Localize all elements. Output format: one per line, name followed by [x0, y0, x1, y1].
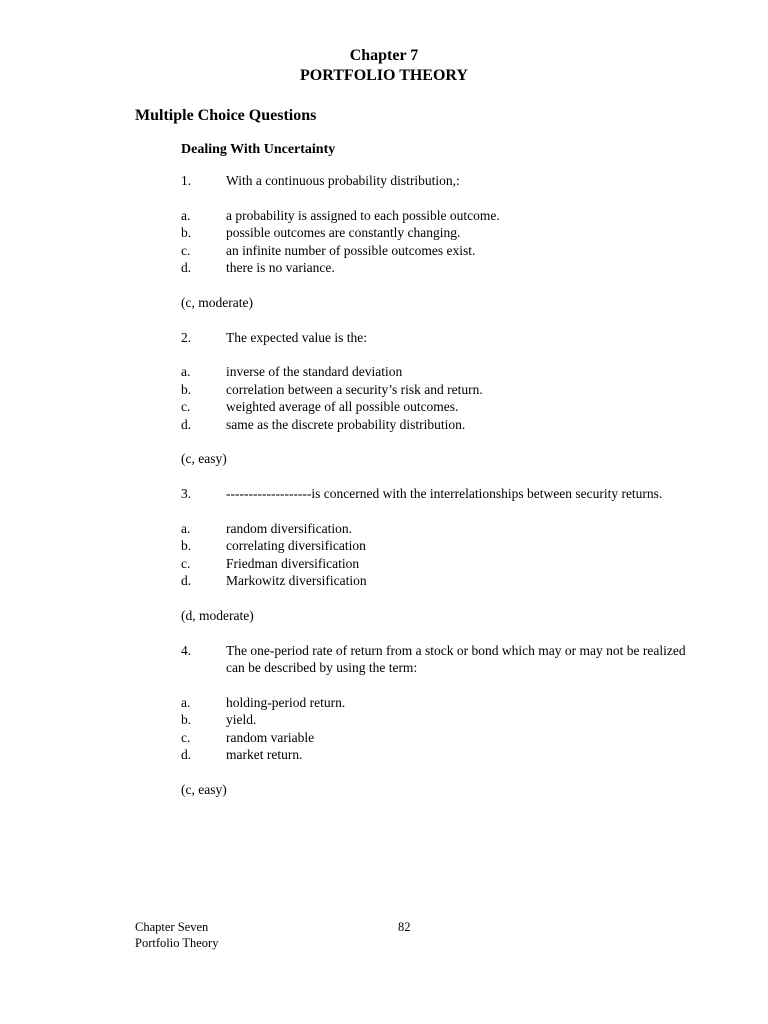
option-letter: c.: [181, 729, 191, 745]
question-block-4: [181, 642, 701, 799]
question-text: -------------------is concerned with the interrelationships between security returns.: [226, 486, 663, 502]
option-c: [181, 398, 701, 415]
option-b: [181, 381, 701, 398]
option-c: [181, 242, 701, 259]
question-3: [181, 485, 701, 502]
section-heading: Dealing With Uncertainty: [181, 142, 336, 157]
option-text: possible outcomes are constantly changing.: [226, 225, 461, 241]
option-list: [181, 363, 701, 433]
answer-key: (d, moderate): [181, 608, 254, 624]
option-letter: c.: [181, 242, 191, 258]
option-text: Markowitz diversification: [226, 573, 367, 589]
option-a: [181, 694, 701, 711]
question-block-1: [181, 172, 701, 311]
option-letter: d.: [181, 573, 192, 589]
option-c: [181, 555, 701, 572]
option-letter: a.: [181, 364, 191, 380]
question-text: With a continuous probability distribution,:: [226, 173, 460, 188]
option-a: [181, 363, 701, 380]
option-text: holding-period return.: [226, 695, 346, 711]
question-number: 2.: [181, 329, 192, 345]
question-1: [181, 172, 701, 189]
option-b: [181, 537, 701, 554]
answer-key: (c, easy): [181, 782, 227, 798]
option-d: [181, 572, 701, 589]
option-a: [181, 520, 701, 537]
option-letter: a.: [181, 695, 191, 711]
option-text: there is no variance.: [226, 260, 335, 276]
question-number: 3.: [181, 486, 192, 502]
option-letter: b.: [181, 538, 192, 554]
option-letter: b.: [181, 381, 192, 397]
footer-title-line: Portfolio Theory: [135, 936, 219, 950]
option-c: [181, 729, 701, 746]
question-text: The one-period rate of return from a stock or bond which may or may not be realized can be described by using the term:: [226, 642, 686, 676]
option-text: correlating diversification: [226, 538, 366, 554]
question-2: [181, 329, 701, 346]
option-text: same as the discrete probability distribution.: [226, 416, 466, 432]
option-letter: b.: [181, 712, 192, 728]
option-text: random variable: [226, 729, 315, 745]
option-list: [181, 520, 701, 590]
option-letter: c.: [181, 555, 191, 571]
question-text: The expected value is the:: [226, 329, 367, 345]
option-letter: a.: [181, 207, 191, 223]
option-list: [181, 694, 701, 764]
option-letter: b.: [181, 225, 192, 241]
question-4: [181, 642, 701, 677]
option-text: weighted average of all possible outcomes.: [226, 399, 459, 415]
answer-key: (c, moderate): [181, 294, 253, 310]
option-letter: d.: [181, 260, 192, 276]
option-b: [181, 711, 701, 728]
option-text: market return.: [226, 747, 303, 763]
mcq-heading: Multiple Choice Questions: [135, 107, 317, 124]
answer-key: (c, easy): [181, 451, 227, 467]
option-b: [181, 224, 701, 241]
option-letter: c.: [181, 399, 191, 415]
option-a: [181, 207, 701, 224]
option-text: a probability is assigned to each possible outcome.: [226, 207, 500, 223]
footer-chapter-info: [135, 919, 218, 951]
page-number: 82: [398, 920, 411, 934]
option-list: [181, 207, 701, 277]
question-block-3: [181, 485, 701, 624]
option-text: random diversification.: [226, 521, 352, 537]
question-number: 1.: [181, 173, 192, 188]
footer-chapter-line: Chapter Seven: [135, 920, 209, 934]
option-d: [181, 416, 701, 433]
option-d: [181, 259, 701, 276]
option-letter: d.: [181, 747, 192, 763]
chapter-number: Chapter 7: [349, 47, 419, 64]
question-number: 4.: [181, 642, 192, 658]
chapter-title: PORTFOLIO THEORY: [300, 67, 468, 84]
option-letter: d.: [181, 416, 192, 432]
option-text: yield.: [226, 712, 257, 728]
option-text: inverse of the standard deviation: [226, 364, 403, 380]
question-list: [181, 172, 701, 816]
question-block-2: [181, 329, 701, 468]
option-letter: a.: [181, 521, 191, 537]
option-d: [181, 746, 701, 763]
option-text: correlation between a security’s risk and return.: [226, 381, 483, 397]
option-text: Friedman diversification: [226, 555, 360, 571]
option-text: an infinite number of possible outcomes exist.: [226, 242, 476, 258]
